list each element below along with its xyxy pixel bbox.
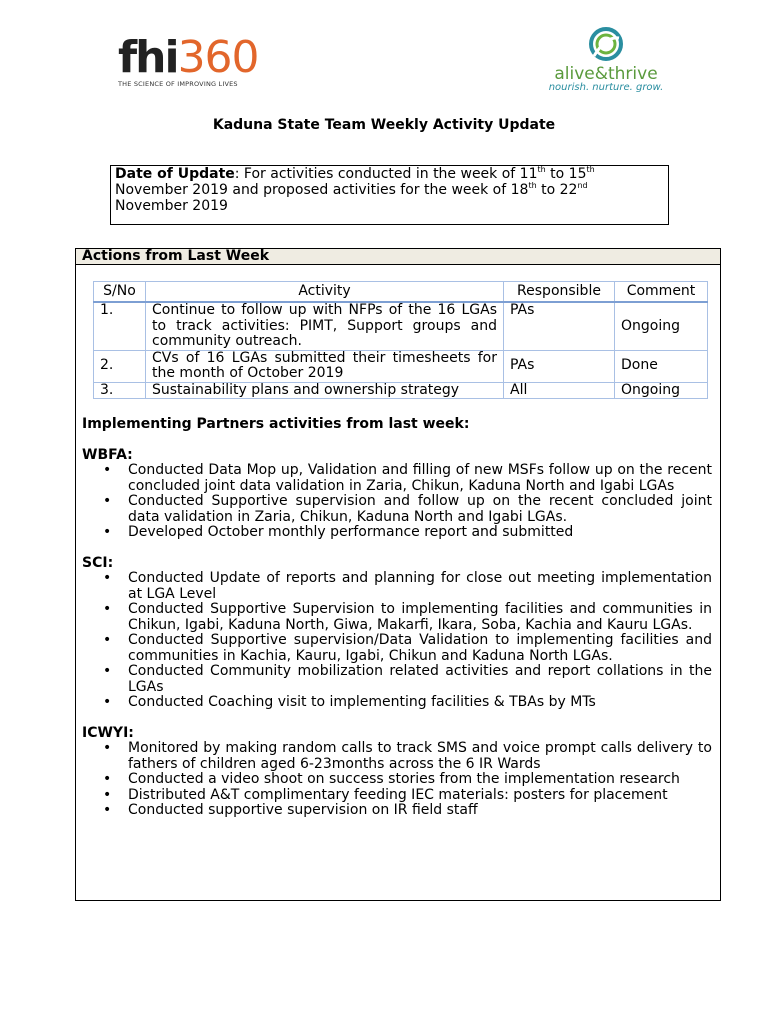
list-item: • Conducted Community mobilization related activities and report collations in the LGAs [103,663,712,695]
list-item: • Conducted Supportive Supervision to implementing facilities and communities in Chikun, Igabi, Kaduna North, Giwa, Makarfi, Ikara, Soba, Kachia and Kauru LGAs. [103,601,712,633]
list-item: • Developed October monthly performance report and submitted [103,524,574,540]
icwyi-label: ICWYI: [82,724,134,741]
alive-thrive-logo [546,26,666,96]
table-header-row [94,282,708,303]
col-header-sno: S/No [94,282,146,303]
alive-thrive-tagline: nourish. nurture. grow. [548,82,664,93]
bullet: • [103,462,112,478]
wbfa-label: WBFA: [82,446,133,463]
col-header-responsible: Responsible [504,282,615,303]
list-item: • Conducted Coaching visit to implementing facilities & TBAs by MTs [103,694,596,710]
list-item: • Conducted Data Mop up, Validation and filling of new MSFs follow up on the recent concluded joint data validation in Zaria, Chikun, Kaduna North and Igabi LGAs [103,462,712,494]
cell-activity: Sustainability plans and ownership strategy [146,382,504,399]
bullet: • [103,493,112,509]
list-item: • Conducted supportive supervision on IR field staff [103,802,478,818]
bullet: • [103,570,112,586]
section-header: Actions from Last Week [76,249,720,265]
bullet: • [103,802,112,818]
bullet: • [103,786,112,803]
list-item: • Monitored by making random calls to track SMS and voice prompt calls delivery to fathers of children aged 6-23months across the 6 IR Wards [103,740,712,772]
list-item: • Distributed A&T complimentary feeding IEC materials: posters for placement [103,786,668,803]
cell-responsible: All [504,382,615,399]
bullet: • [103,740,112,756]
cell-responsible: PAs [504,302,615,350]
alive-thrive-name: alive&thrive [554,64,658,84]
cell-comment: Done [615,350,708,382]
list-item: • Conducted Supportive supervision and follow up on the recent concluded joint data validation in Zaria, Chikun, Kaduna North and Igabi LGAs. [103,493,712,525]
cell-responsible: PAs [504,350,615,382]
table-row [94,302,708,350]
partners-activities [82,417,712,834]
fhi360-logo [118,32,259,92]
col-header-comment: Comment [615,282,708,303]
fhi360-wordmark: fhi360 [118,32,259,83]
sci-list [82,571,712,711]
partners-heading: Implementing Partners activities from last week: [82,416,470,432]
document-title: Kaduna State Team Weekly Activity Update [212,117,556,133]
bullet: • [103,524,112,540]
table-row [94,382,708,399]
alive-thrive-swirl-icon [586,26,626,62]
cell-comment: Ongoing [615,302,708,350]
icwyi-list [82,741,712,819]
wbfa-list [82,463,712,541]
actions-table [93,281,708,399]
actions-frame [75,248,721,901]
cell-comment: Ongoing [615,382,708,399]
bullet: • [103,601,112,617]
bullet: • [103,663,112,679]
list-item: • Conducted Supportive supervision/Data Validation to implementing facilities and communities in Kachia, Kauru, Igabi, Chikun and Kaduna North LGAs. [103,632,712,664]
date-of-update-box: Date of Update: For activities conducted in the week of 11th to 15th November 2019 and proposed activities for the week of 18th to 22nd November 2019 [110,165,669,225]
bullet: • [103,632,112,648]
cell-activity: CVs of 16 LGAs submitted their timesheets for the month of October 2019 [146,350,504,382]
date-of-update-label: Date of Update [115,166,235,182]
list-item: • Conducted a video shoot on success stories from the implementation research [103,771,680,787]
fhi360-tagline: THE SCIENCE OF IMPROVING LIVES [118,80,238,88]
table-row [94,350,708,382]
bullet: • [103,771,112,787]
sci-label: SCI: [82,554,114,571]
bullet: • [103,694,112,710]
col-header-activity: Activity [146,282,504,303]
list-item: • Conducted Update of reports and planning for close out meeting implementation at LGA Level [103,570,712,602]
cell-num: 2. [94,350,146,382]
cell-num: 1. [94,302,146,350]
cell-activity: Continue to follow up with NFPs of the 16 LGAs to track activities: PIMT, Support groups and community outreach. [146,302,504,350]
cell-num: 3. [94,382,146,399]
